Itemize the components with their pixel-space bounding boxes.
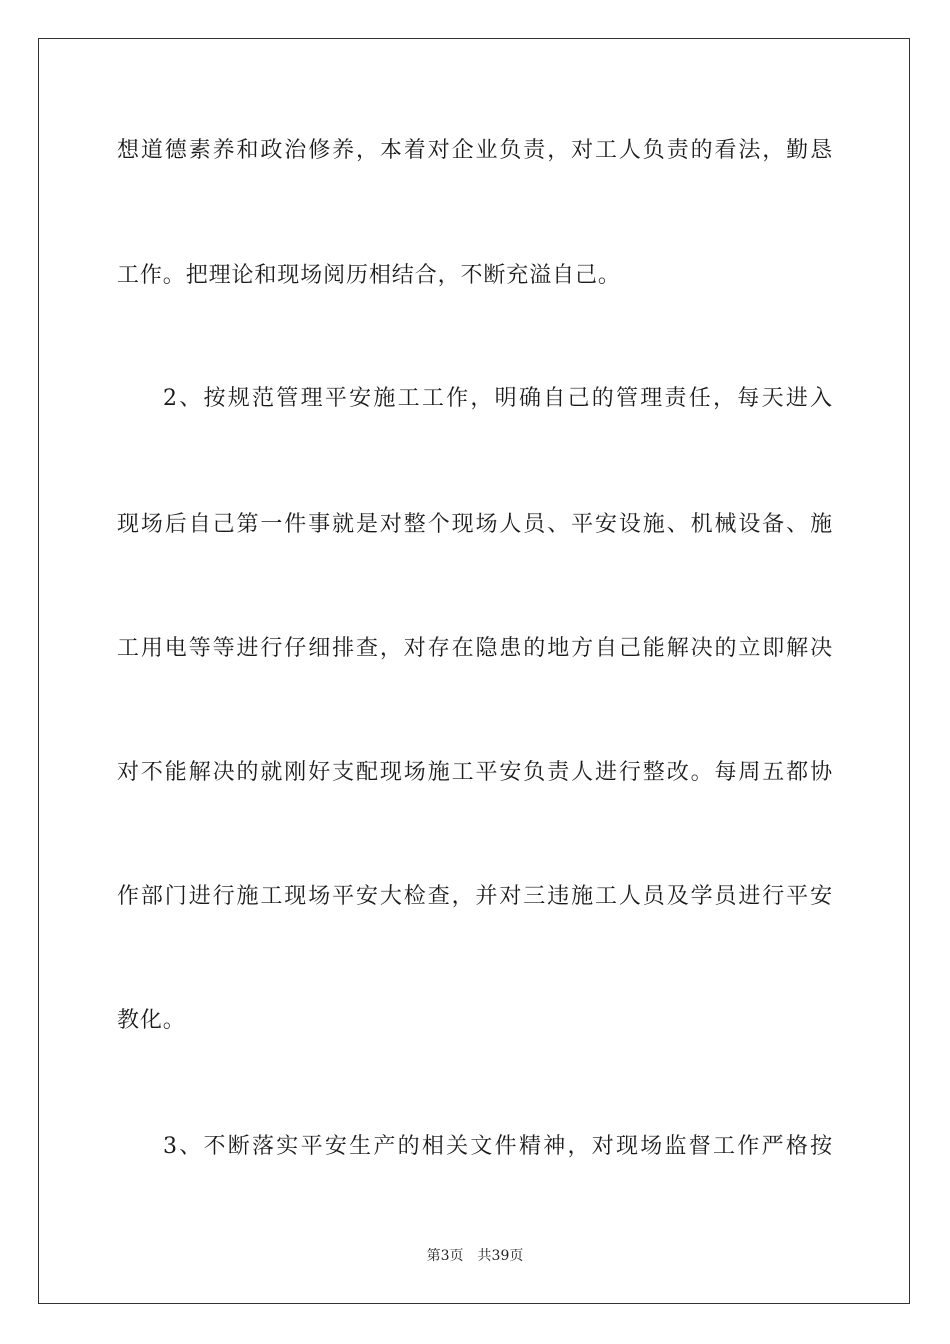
page-total: 共39页	[477, 1248, 524, 1264]
page-number: 第3页	[426, 1248, 464, 1264]
text-line-7: 作部门进行施工现场平安大检查，并对三违施工人员及学员进行平安	[117, 884, 833, 909]
text-line-6: 对不能解决的就刚好支配现场施工平安负责人进行整改。每周五都协	[117, 760, 833, 785]
page-border	[38, 38, 910, 1304]
text-line-8: 教化。	[117, 1008, 186, 1033]
text-line-3: 2、按规范管理平安施工工作，明确自己的管理责任，每天进入	[163, 386, 833, 411]
text-line-5: 工用电等等进行仔细排查，对存在隐患的地方自己能解决的立即解决	[117, 636, 833, 661]
text-line-1: 想道德素养和政治修养，本着对企业负责，对工人负责的看法，勤恳	[117, 138, 833, 163]
text-line-4: 现场后自己第一件事就是对整个现场人员、平安设施、机械设备、施	[117, 512, 833, 537]
page-footer	[0, 1247, 950, 1265]
text-line-9: 3、不断落实平安生产的相关文件精神，对现场监督工作严格按	[163, 1134, 833, 1159]
text-line-2: 工作。把理论和现场阅历相结合，不断充溢自己。	[117, 263, 621, 288]
